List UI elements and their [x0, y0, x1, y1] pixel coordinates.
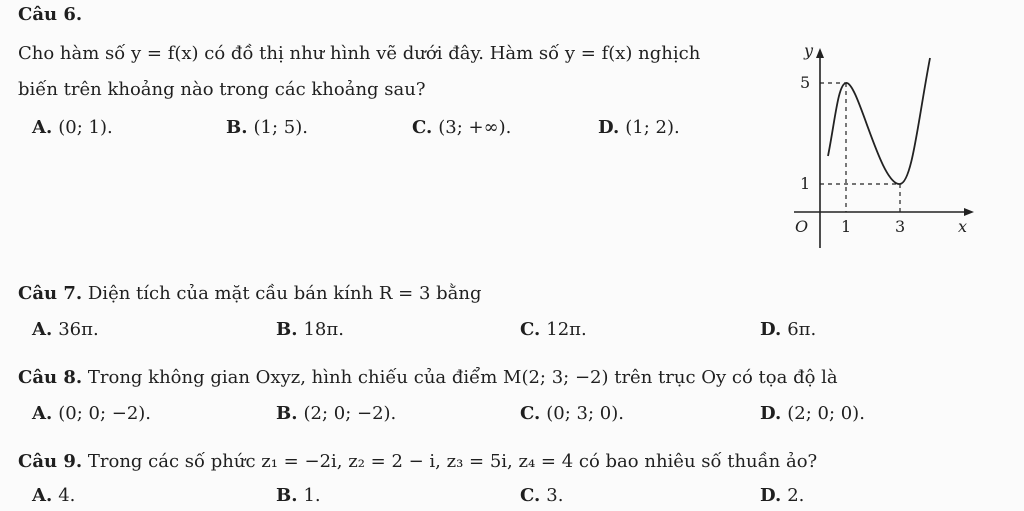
option-label: A.	[32, 485, 53, 506]
q7-text: Diện tích của mặt cầu bán kính R = 3 bằng	[87, 283, 482, 304]
x-axis-label: x	[958, 217, 968, 236]
q8-option-d[interactable]	[760, 403, 865, 424]
q9-option-a[interactable]	[32, 485, 75, 506]
q7-option-c[interactable]	[520, 319, 587, 340]
option-label: D.	[598, 117, 620, 138]
option-text: 1.	[303, 485, 321, 506]
x-tick-1: 1	[841, 217, 852, 236]
q9-option-b[interactable]	[276, 485, 321, 506]
q6-option-b[interactable]	[226, 117, 308, 138]
option-text: 4.	[58, 485, 76, 506]
q8-title: Câu 8.	[18, 367, 83, 388]
q8-text: Trong không gian Oxyz, hình chiếu của điểm M(2; 3; −2) trên trục Oy có tọa độ là	[87, 367, 838, 388]
option-label: B.	[226, 117, 248, 138]
option-label: B.	[276, 403, 298, 424]
option-text: (0; 3; 0).	[546, 403, 624, 424]
x-tick-3: 3	[895, 217, 906, 236]
option-label: A.	[32, 319, 53, 340]
option-text: 6π.	[787, 319, 817, 340]
y-axis-arrow	[816, 48, 824, 58]
option-label: C.	[520, 319, 541, 340]
option-text: (2; 0; 0).	[787, 403, 865, 424]
option-label: C.	[520, 403, 541, 424]
option-text: 2.	[787, 485, 805, 506]
q9-option-c[interactable]	[520, 485, 563, 506]
q6-title: Câu 6.	[18, 4, 83, 25]
option-label: D.	[760, 319, 782, 340]
option-text: 18π.	[303, 319, 344, 340]
option-text: (3; +∞).	[438, 117, 512, 138]
q9-title: Câu 9.	[18, 451, 83, 472]
q7-option-d[interactable]	[760, 319, 816, 340]
y-tick-1: 1	[800, 174, 811, 193]
option-label: B.	[276, 319, 298, 340]
y-tick-5: 5	[800, 73, 811, 92]
q8-option-a[interactable]	[32, 403, 151, 424]
q8-stem	[18, 367, 838, 388]
option-label: A.	[32, 117, 53, 138]
q6-option-c[interactable]	[412, 117, 511, 138]
q6-option-a[interactable]	[32, 117, 113, 138]
option-text: (2; 0; −2).	[303, 403, 397, 424]
q8-option-b[interactable]	[276, 403, 396, 424]
option-text: (0; 0; −2).	[58, 403, 152, 424]
option-label: D.	[760, 403, 782, 424]
q7-title: Câu 7.	[18, 283, 83, 304]
q7-option-b[interactable]	[276, 319, 344, 340]
option-text: 36π.	[58, 319, 99, 340]
q7-stem	[18, 283, 481, 304]
option-label: C.	[520, 485, 541, 506]
option-label: C.	[412, 117, 433, 138]
option-label: A.	[32, 403, 53, 424]
q6-stem-line1: Cho hàm số y = f(x) có đồ thị như hình vẽ dưới đây. Hàm số y = f(x) nghịch	[18, 43, 701, 64]
y-axis-label: y	[804, 41, 814, 60]
origin-label: O	[795, 217, 809, 236]
option-text: (0; 1).	[58, 117, 113, 138]
option-label: D.	[760, 485, 782, 506]
option-text: 3.	[546, 485, 564, 506]
q6-option-d[interactable]	[598, 117, 680, 138]
option-text: 12π.	[546, 319, 587, 340]
q8-option-c[interactable]	[520, 403, 624, 424]
option-text: (1; 5).	[253, 117, 308, 138]
option-text: (1; 2).	[625, 117, 680, 138]
q7-option-a[interactable]	[32, 319, 99, 340]
q9-stem	[18, 451, 817, 472]
q9-option-d[interactable]	[760, 485, 804, 506]
curve	[828, 58, 930, 184]
q9-text: Trong các số phức z₁ = −2i, z₂ = 2 − i, z₃ = 5i, z₄ = 4 có bao nhiêu số thuần ảo?	[87, 451, 818, 472]
x-axis-arrow	[964, 208, 974, 216]
q6-stem-line2: biến trên khoảng nào trong các khoảng sau?	[18, 79, 426, 100]
function-graph	[780, 36, 980, 256]
option-label: B.	[276, 485, 298, 506]
